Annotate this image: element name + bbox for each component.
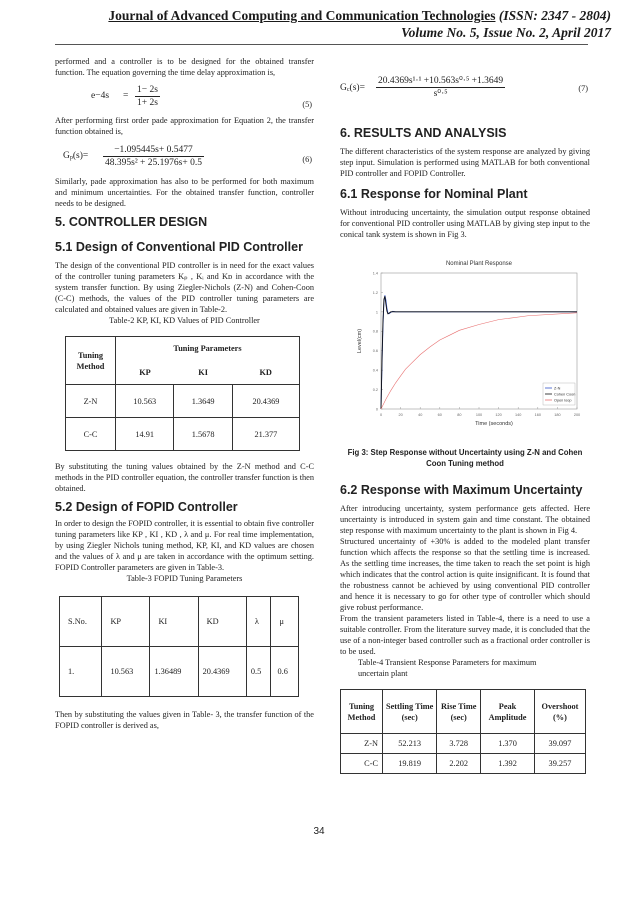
subsection-heading: 5.1 Design of Conventional PID Controller (55, 240, 303, 254)
eq7-lhs (340, 83, 365, 94)
journal-issn: (ISSN: 2347 - 2804) (498, 8, 611, 23)
t4-col-header: Peak Amplitude (481, 690, 535, 734)
t4-col-header: Rise Time (sec) (437, 690, 481, 734)
eq6-numerator: −1.095445s+ 0.5477 (103, 144, 204, 157)
t3-col-header: KI (150, 597, 198, 647)
x-tick-label: 200 (573, 413, 581, 417)
table-4 (340, 689, 586, 774)
table-row (66, 418, 300, 451)
x-tick-label: 80 (457, 413, 462, 417)
table-cell: 1. (60, 647, 102, 697)
t2-method-header: Tuning Method (66, 337, 116, 385)
eq6-lhs (63, 151, 88, 162)
y-tick-label: 0.6 (372, 349, 378, 354)
table-cell: 14.91 (116, 418, 174, 451)
table-cell: 1.5678 (174, 418, 232, 451)
eq7-sub: c (346, 87, 350, 93)
table-row (341, 754, 586, 774)
subsection-heading: 6.1 Response for Nominal Plant (340, 187, 528, 201)
x-axis-label: Time (seconds) (475, 421, 513, 427)
t2-col-header: KP (116, 361, 174, 385)
subsection-heading: 5.2 Design of FOPID Controller (55, 500, 238, 514)
paragraph: After performing first order pade approximation for Equation 2, the transfer function obtained is, (55, 116, 314, 136)
table-2 (65, 336, 300, 451)
eq5-denominator: 1+ 2s (137, 98, 158, 108)
table-row (341, 734, 586, 754)
table-cell: 19.819 (383, 754, 437, 774)
eq6-fraction (103, 144, 204, 169)
y-tick-label: 0.2 (372, 387, 378, 392)
x-tick-label: 100 (475, 413, 483, 417)
x-tick-label: 140 (515, 413, 522, 417)
table-cell: 1.392 (481, 754, 535, 774)
y-tick-label: 0 (375, 407, 378, 412)
eq7-fraction (376, 75, 505, 100)
table-row (66, 385, 300, 418)
eq6-g: G (63, 151, 70, 161)
figure-3-svg (343, 253, 586, 443)
table-cell: 0.5 (246, 647, 271, 697)
eq6-denominator: 48.395s² + 25.1976s+ 0.5 (105, 158, 202, 168)
equation-5 (55, 81, 314, 115)
table-cell: 39.097 (534, 734, 585, 754)
x-tick-label: 40 (418, 413, 423, 417)
t4-col-header: Settling Time (sec) (383, 690, 437, 734)
paragraph: Without introducing uncertainty, the simulation output response obtained for conventional PID controller using MATLAB by giving step input to the conical tank system is shown in Fig 3. (340, 208, 590, 239)
subsection-heading: 6.2 Response with Maximum Uncertainty (340, 483, 583, 497)
table-cell: Z-N (341, 734, 383, 754)
eq7-numerator: 20.4369s¹·¹ +10.563s⁰·⁵ +1.3649 (378, 76, 504, 86)
figure-3-caption: Fig 3: Step Response without Uncertainty using Z-N and Cohen Coon Tuning method (347, 448, 583, 468)
table-4-caption-line2: uncertain plant (358, 669, 408, 678)
legend-label: Open loop (554, 398, 572, 403)
paragraph: By substituting the tuning values obtained by the Z-N method and C-C methods in the PID controller equation, the controller transfer function is then obtained. (55, 462, 314, 493)
x-tick-label: 120 (495, 413, 502, 417)
table-cell: 0.6 (271, 647, 299, 697)
y-tick-label: 0.4 (372, 368, 378, 373)
chart-title: Nominal Plant Response (445, 261, 513, 267)
table-cell: 10.563 (102, 647, 150, 697)
t3-col-header: μ (271, 597, 299, 647)
table-cell: 20.4369 (198, 647, 246, 697)
t3-col-header: KP (102, 597, 150, 647)
table-cell: C-C (66, 418, 116, 451)
eq7-g: G (340, 83, 347, 93)
table-cell: 21.377 (232, 418, 299, 451)
eq6-rest: (s)= (72, 151, 89, 161)
t3-col-header: λ (246, 597, 271, 647)
journal-name: Journal of Advanced Computing and Communication Technologies (108, 8, 496, 23)
legend-label: Cohen Coon (554, 392, 576, 397)
table-cell: 2.202 (437, 754, 481, 774)
equation-7 (340, 72, 590, 108)
table-cell: 3.728 (437, 734, 481, 754)
paragraph: In order to design the FOPID controller, it is essential to obtain five controller tuning parameters like KP , KI , KD , λ and μ. For real time implementation, by using Ziegler Nichols tuning method, KP, KI, and KD values are chosen and the values of λ and μ are taken in accordance with the optimum setting. FOPID Controller parameters are given in Table-3. (55, 519, 314, 572)
right-column (340, 56, 590, 774)
section-heading: 5. CONTROLLER DESIGN (55, 215, 208, 229)
left-column (55, 56, 314, 731)
eq5-lhs: e−4s (91, 91, 110, 101)
t3-col-header: KD (198, 597, 246, 647)
x-tick-label: 160 (534, 413, 541, 417)
y-tick-label: 0.8 (372, 329, 378, 334)
paragraph: Structured uncertainty of +30% is added to the modeled plant transfer function which affects the response so that the settling time is increased. As the settling time increases, the time taken to reach the set point is high which indicates that the control action is quite insignificant. It is found that the robustness cannot be achieved by using conventional PID controller and hence it is necessary to go for other type of controller which should give robust performance. (340, 537, 590, 612)
paragraph: Then by substituting the values given in Table- 3, the transfer function of the FOPID controller is derived as, (55, 710, 314, 730)
table-3-caption: Table-3 FOPID Tuning Parameters (126, 574, 243, 583)
table-row (60, 597, 299, 647)
x-tick-label: 60 (437, 413, 442, 417)
header-divider (55, 44, 588, 45)
t2-col-header: KD (232, 361, 299, 385)
table-cell: 39.257 (534, 754, 585, 774)
y-tick-label: 1.2 (372, 290, 378, 295)
eq7-denominator: s⁰·⁵ (433, 89, 448, 99)
figure-3-chart (343, 253, 586, 443)
t3-col-header: S.No. (60, 597, 102, 647)
section-heading: 6. RESULTS AND ANALYSIS (340, 126, 507, 140)
x-tick-label: 20 (398, 413, 403, 417)
eq6-sub: p (69, 155, 73, 161)
eq5-numerator: 1− 2s (137, 85, 158, 95)
y-axis-label: Level(cm) (357, 328, 363, 354)
table-cell: Z-N (66, 385, 116, 418)
paragraph: From the transient parameters listed in Table-4, there is a need to use a suitable controller. From the literature survey made, it is concluded that the use of a non-integer based controller such as a fractional order controller is to be used. (340, 614, 590, 656)
t2-group-header: Tuning Parameters (116, 337, 300, 361)
paragraph: After introducing uncertainty, system performance gets affected. Here uncertainty is introduced in system gain and time constant. The obtained step response with maximum uncertainty to the plant is shown in Fig 4. (340, 504, 590, 535)
table-cell: 1.36489 (150, 647, 198, 697)
journal-header-title (108, 8, 611, 24)
table-row (60, 647, 299, 697)
table-cell: 52.213 (383, 734, 437, 754)
table-cell: 1.3649 (174, 385, 232, 418)
paragraph: Similarly, pade approximation has also to be performed for both maximum and minimum uncertainties. For the obtained transfer function, controller needs to be designed. (55, 177, 314, 208)
eq5-equals: = (123, 91, 129, 101)
journal-volume: Volume No. 5, Issue No. 2, April 2017 (401, 25, 611, 40)
t4-col-header: Tuning Method (341, 690, 383, 734)
paragraph: The design of the conventional PID controller is in need for the exact values of the controller tuning parameters Kₚ , Kᵢ and Kᴅ in accordance with the system transfer function. By using Ziegler-Nichols (Z-N) and Cohen-Coon (C-C) methods, the values of the PID controller tuning parameters are calculated and obtained values are given in Table-2. (55, 261, 314, 314)
legend-label: Z-N (554, 386, 561, 391)
table-4-caption: Table-4 Transient Response Parameters for maximum (358, 658, 537, 667)
eq7-rest: (s)= (349, 83, 365, 93)
y-tick-label: 1.4 (372, 271, 378, 276)
x-tick-label: 180 (554, 413, 561, 417)
table-cell: 10.563 (116, 385, 174, 418)
eq6-number: (6) (302, 155, 312, 164)
y-tick-label: 1 (375, 310, 378, 315)
page-number: 34 (313, 826, 325, 837)
paragraph: The different characteristics of the system response are analyzed by giving step input. Simulation is performed using MATLAB for both conventional PID controller and FOPID Controller. (340, 147, 590, 178)
x-tick-label: 0 (379, 413, 383, 417)
table-3 (59, 596, 299, 697)
paragraph: performed and a controller is to be designed for the obtained transfer function. The equation governing the time delay approximation is, (55, 57, 314, 77)
t2-col-header: KI (174, 361, 232, 385)
table-cell: 1.370 (481, 734, 535, 754)
equation-6 (55, 140, 314, 176)
table-2-caption: Table-2 KP, KI, KD Values of PID Controller (109, 316, 260, 325)
eq5-fraction (135, 84, 160, 109)
table-cell: 20.4369 (232, 385, 299, 418)
table-row (341, 690, 586, 734)
t4-col-header: Overshoot (%) (534, 690, 585, 734)
eq5-number: (5) (302, 100, 312, 109)
eq7-number: (7) (578, 84, 588, 93)
table-cell: C-C (341, 754, 383, 774)
